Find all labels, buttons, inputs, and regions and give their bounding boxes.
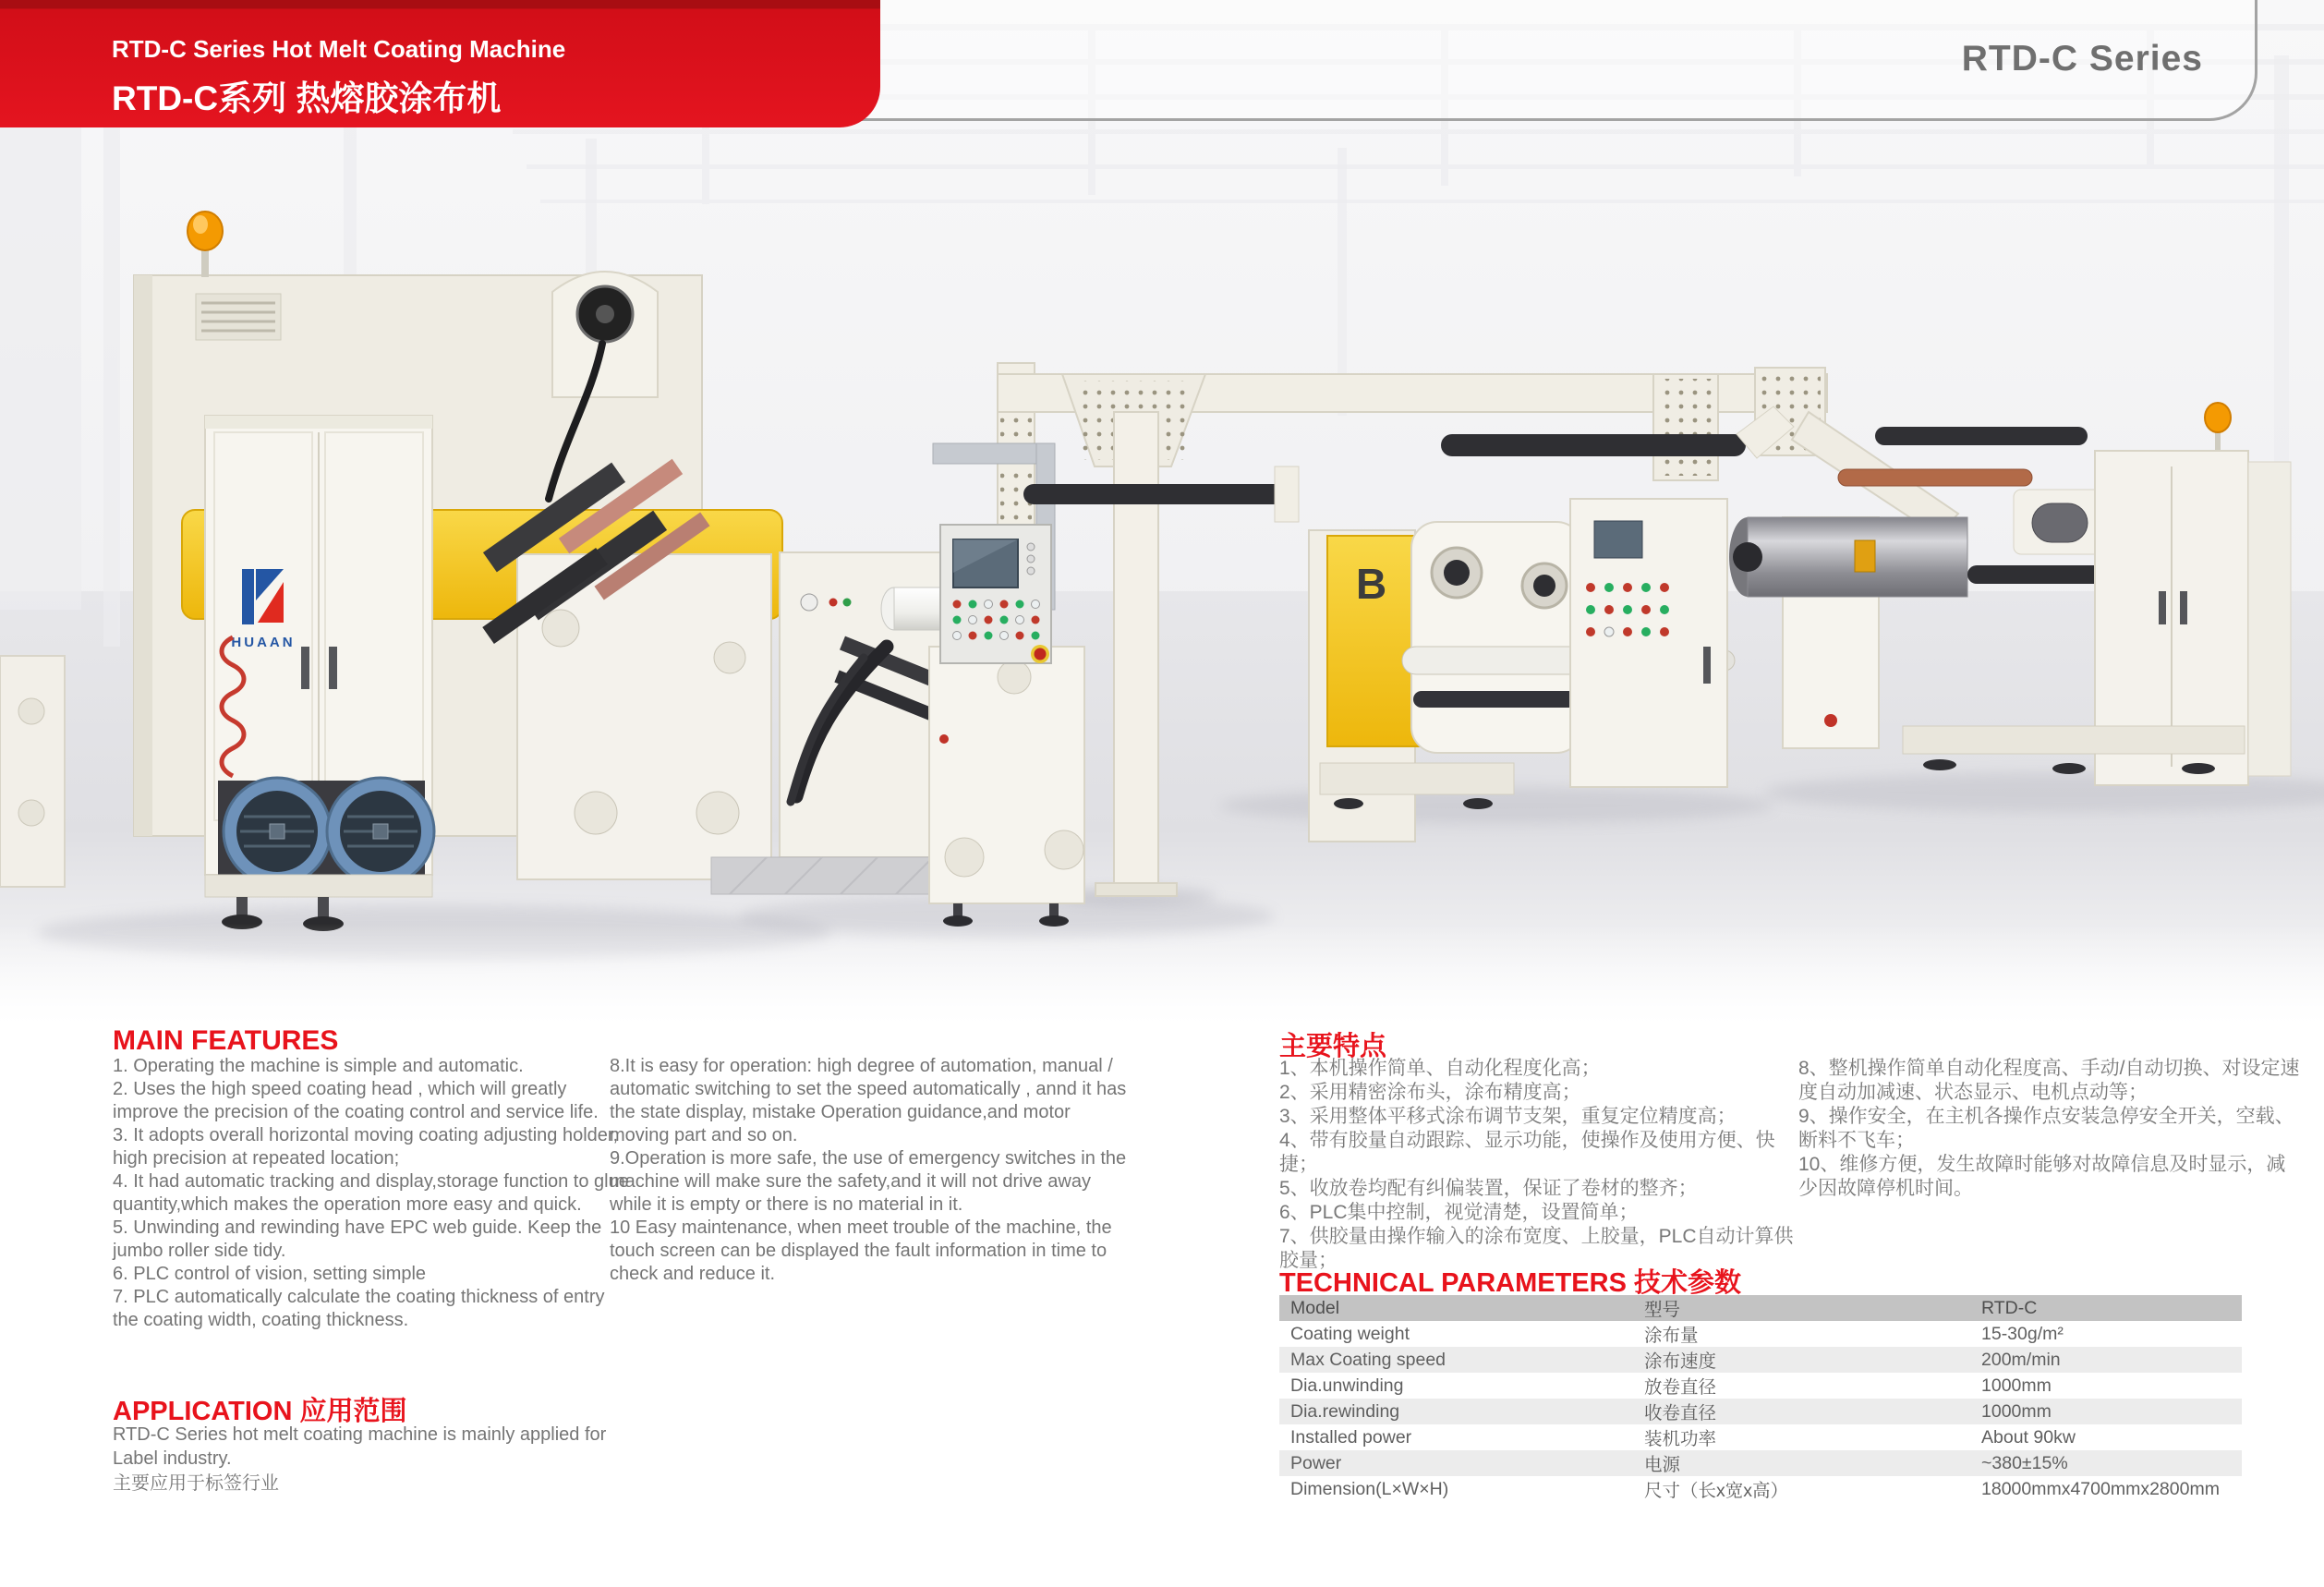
station-b-label: B: [1356, 560, 1387, 608]
param-name-zh: 电源: [1644, 1455, 1681, 1475]
winder-control-cabinet: [1570, 499, 1727, 787]
feature-item: 4、带有胶量自动跟踪、显示功能，使操作及使用方便、快捷；: [1279, 1130, 1775, 1175]
main-features-col2: [610, 1055, 1129, 1286]
features-zh-col2: [1798, 1057, 2302, 1201]
feature-item: 6. PLC control of vision, setting simple: [113, 1264, 427, 1284]
param-value: About 90kw: [1981, 1426, 2076, 1448]
application-body: [113, 1423, 637, 1496]
tech-params-table: [1279, 1295, 2242, 1502]
param-value: 15-30g/m²: [1981, 1323, 2064, 1344]
feature-item: 1、本机操作简单、自动化程度化高；: [1279, 1058, 1601, 1079]
application-text-en: RTD-C Series hot melt coating machine is mainly applied for Label industry.: [113, 1424, 607, 1469]
param-value: RTD-C: [1981, 1297, 2038, 1318]
table-row: [1279, 1373, 2242, 1399]
table-row: [1279, 1399, 2242, 1424]
param-name-zh: 涂布速度: [1644, 1351, 1717, 1372]
drive-motor: [224, 778, 331, 885]
left-edge-frame: [0, 656, 65, 887]
param-name-zh: 涂布量: [1644, 1326, 1699, 1346]
feature-item: 7. PLC automatically calculate the coating thickness of entry the coating width, coating thickness.: [113, 1287, 605, 1330]
param-value: 1000mm: [1981, 1400, 2052, 1422]
feature-item: 8、整机操作简单自动化程度高、手动/自动切换、对设定速度自动加减速、状态显示、电机点动等；: [1798, 1058, 2300, 1103]
unwinder-glue-station: [134, 212, 782, 931]
table-row: [1279, 1347, 2242, 1373]
main-features-heading: MAIN FEATURES: [113, 1025, 339, 1056]
param-name-en: Installed power: [1290, 1426, 1412, 1448]
page-title-zh: RTD-C系列 热熔胶涂布机: [112, 79, 502, 117]
drive-motor: [327, 778, 434, 885]
feature-item: 1. Operating the machine is simple and automatic.: [113, 1056, 524, 1076]
title-banner: [0, 0, 880, 127]
param-value: 1000mm: [1981, 1375, 2052, 1396]
param-name-en: Dimension(L×W×H): [1290, 1478, 1449, 1499]
feature-item: 5. Unwinding and rewinding have EPC web guide. Keep the jumbo roller side tidy.: [113, 1218, 602, 1261]
feature-item: 2、采用精密涂布头，涂布精度高；: [1279, 1082, 1581, 1103]
table-row: [1279, 1450, 2242, 1476]
features-zh-col1: [1279, 1057, 1798, 1273]
page-title-en: RTD-C Series Hot Melt Coating Machine: [112, 35, 566, 63]
param-name-zh: 装机功率: [1644, 1429, 1717, 1449]
feature-item: 6、PLC集中控制，视觉清楚，设置简单；: [1279, 1202, 1639, 1223]
features-zh-heading: 主要特点: [1279, 1032, 1387, 1061]
feature-item: 5、收放卷均配有纠偏装置，保证了卷材的整齐；: [1279, 1178, 1698, 1199]
feature-item: 2. Uses the high speed coating head , which will greatly improve the precision of the coating control and service life.: [113, 1079, 599, 1122]
table-row: [1279, 1321, 2242, 1347]
param-name-en: Power: [1290, 1452, 1342, 1473]
feature-item: 10 Easy maintenance, when meet trouble of the machine, the touch screen can be displayed the fault information in time to check and reduce it.: [610, 1218, 1112, 1284]
feature-item: 7、供胶量由操作输入的涂布宽度、上胶量，PLC自动计算供胶量；: [1279, 1226, 1794, 1271]
param-name-en: Max Coating speed: [1290, 1349, 1446, 1370]
param-name-zh: 尺寸（长x宽x高）: [1644, 1481, 1789, 1501]
application-text-zh: 主要应用于标签行业: [113, 1473, 279, 1494]
param-name-zh: 放卷直径: [1644, 1377, 1717, 1398]
feature-item: 10、维修方便，发生故障时能够对故障信息及时显示，减少因故障停机时间。: [1798, 1154, 2286, 1199]
series-label: RTD-C Series: [1961, 39, 2203, 79]
feature-item: 9.Operation is more safe, the use of emergency switches in the machine will make sure the safety,and it will not drive away while it is empty or there is no material in it.: [610, 1148, 1127, 1215]
param-name-zh: 型号: [1644, 1300, 1681, 1320]
tech-params-body: [1279, 1295, 2242, 1502]
param-name-en: Dia.rewinding: [1290, 1400, 1400, 1422]
param-name-en: Dia.unwinding: [1290, 1375, 1404, 1396]
param-value: ~380±15%: [1981, 1452, 2068, 1473]
feature-item: 4. It had automatic tracking and display,storage function to glue quantity,which makes the operation more easy and quick.: [113, 1171, 629, 1215]
param-name-en: Model: [1290, 1297, 1340, 1318]
feature-item: 9、操作安全，在主机各操作点安装急停安全开关，空载、断料不飞车；: [1798, 1106, 2294, 1151]
table-row: [1279, 1476, 2242, 1502]
tech-params-heading: TECHNICAL PARAMETERS 技术参数: [1279, 1268, 1741, 1298]
feature-item: 8.It is easy for operation: high degree of automation, manual / automatic switching to set the speed automatically , annd it has the state display, mistake Operation guidance,and motor moving part and so on.: [610, 1056, 1127, 1145]
brand-text: HUAAN: [231, 635, 296, 650]
feature-item: 3、采用整体平移式涂布调节支架，重复定位精度高；: [1279, 1106, 1737, 1127]
main-features-col1: [113, 1055, 630, 1332]
table-row: [1279, 1424, 2242, 1450]
param-value: 200m/min: [1981, 1349, 2061, 1370]
table-row: [1279, 1295, 2242, 1321]
param-name-en: Coating weight: [1290, 1323, 1410, 1344]
param-value: 18000mmx4700mmx2800mm: [1981, 1478, 2220, 1499]
param-name-zh: 收卷直径: [1644, 1403, 1717, 1423]
application-heading: APPLICATION 应用范围: [113, 1397, 407, 1426]
feature-item: 3. It adopts overall horizontal moving coating adjusting holder, high precision at repeated location;: [113, 1125, 619, 1169]
